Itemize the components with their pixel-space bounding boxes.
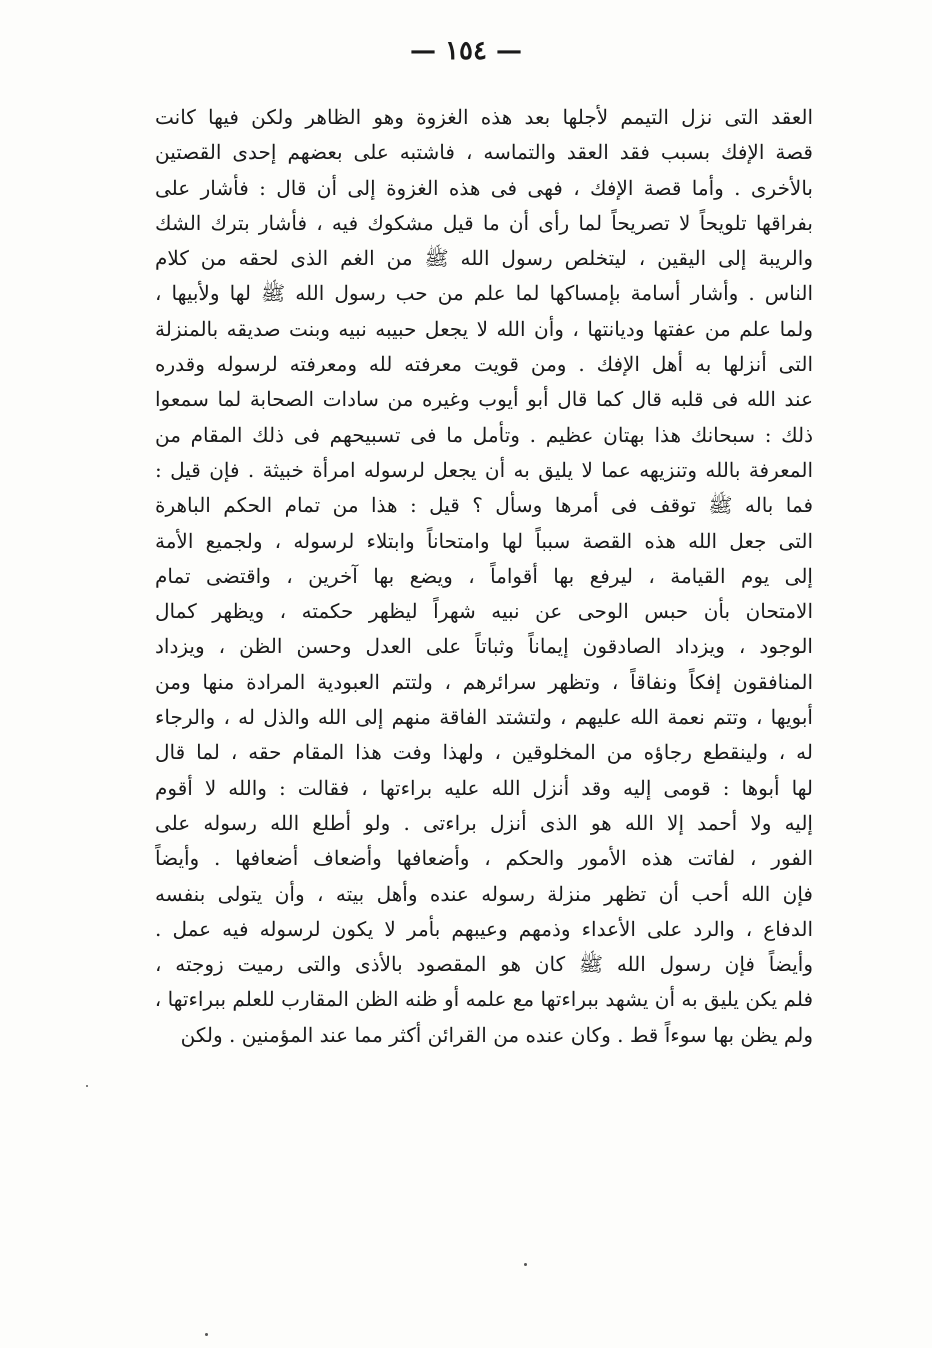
- text-line: الفور ، لفاتت هذه الأمور والحكم ، وأضعافها وأضعاف أضعافها . وأيضاً: [155, 846, 813, 871]
- text-line: المعرفة بالله وتنزيهه عما لا يليق به أن يجعل لرسوله امرأة خبيثة . فإن قيل :: [155, 457, 813, 482]
- text-line: قصة الإفك بسبب فقد العقد والتماسه ، فاشتبه على بعضهم إحدى القصتين: [155, 140, 813, 165]
- text-line: وأيضاً فإن رسول الله ﷺ كان هو المقصود بالأذى والتى رميت زوجته ،: [155, 952, 813, 977]
- text-line: ذلك : سبحانك هذا بهتان عظيم . وتأمل ما فى تسبيحهم فى ذلك المقام من: [155, 422, 813, 447]
- text-line: له ، ولينقطع رجاؤه من المخلوقين ، ولهذا وفت هذا المقام حقه ، لما قال: [155, 740, 813, 765]
- text-line: بفراقها تلويحاً لا تصريحاً لما رأى أن ما قيل مشكوك فيه ، فأشار بترك الشك: [155, 210, 813, 235]
- text-line: لها أبوها : قومى إليه وقد أنزل الله عليه براءتها ، فقالت : والله لا أقوم: [155, 775, 813, 800]
- text-line: ولما علم من عفتها وديانتها ، وأن الله لا يجعل حبيبه نبيه وبنت صديقه بالمنزلة: [155, 316, 813, 341]
- text-line: العقد التى نزل التيمم لأجلها بعد هذه الغزوة وهو الظاهر ولكن فيها كانت: [155, 105, 813, 129]
- text-line: التى أنزلها به أهل الإفك . ومن قويت معرفته لله ومعرفته لرسوله وقدره: [155, 352, 813, 377]
- text-line: الدفاع ، والرد على الأعداء وذمهم وعيبهم بأمر لا يكون لرسوله فيه عمل .: [155, 916, 813, 941]
- text-line: المنافقون إفكاً ونفاقاً ، وتظهر سرائرهم ، ولتتم العبودية المرادة منها ومن: [155, 669, 813, 694]
- text-line: إلى يوم القيامة ، ليرفع بها أقواماً ، ويضع بها آخرين ، واقتضى تمام: [155, 563, 813, 588]
- text-line: الامتحان بأن حبس الوحى عن نبيه شهراً ليظهر حكمته ، ويظهر كمال: [155, 599, 813, 624]
- scan-speck: [86, 1085, 88, 1087]
- text-line: فلم يكن يليق به أن يشهد ببراءتها مع علمه أو ظنه الظن المقارب للعلم ببراءتها ،: [155, 987, 813, 1012]
- page-number: — ١٥٤ —: [409, 36, 523, 66]
- text-line: عند الله فى قلبه قال كما قال أبو أيوب وغيره من سادات الصحابة لما سمعوا: [155, 387, 813, 412]
- text-line: بالأخرى . وأما قصة الإفك ، فهى فى هذه الغزوة إلى أن قال : فأشار على: [155, 175, 813, 200]
- text-line: فما باله ﷺ توقف فى أمرها وسأل ؟ قيل : هذا من تمام الحكم الباهرة: [155, 493, 813, 518]
- scan-speck: [524, 1263, 527, 1266]
- scan-speck: [205, 1333, 208, 1336]
- text-line: والريبة إلى اليقين ، ليتخلص رسول الله ﷺ من الغم الذى لحقه من كلام: [155, 246, 813, 271]
- text-line: الوجود ، ويزداد الصادقون إيماناً وثباتاً على العدل وحسن الظن ، ويزداد: [155, 634, 813, 659]
- text-line: التى جعل الله هذه القصة سبباً لها وامتحاناً وابتلاء لرسوله ، ولجميع الأمة: [155, 528, 813, 553]
- text-line: فإن الله أحب أن تظهر منزلة رسوله عنده وأهل بيته ، وأن يتولى بنفسه: [155, 881, 813, 906]
- text-line: الناس . وأشار أسامة بإمساكها لما علم من حب رسول الله ﷺ لها ولأبيها ،: [155, 281, 813, 306]
- body-text: [155, 100, 813, 1053]
- text-line: إليه ولا أحمد إلا الله هو الذى أنزل براءتى . ولو أطلع الله رسوله على: [155, 810, 813, 835]
- text-line: ولم يظن بها سوءاً قط . وكان عنده من القرائن أكثر مما عند المؤمنين . ولكن: [180, 1022, 813, 1047]
- text-line: أبويها ، وتتم نعمة الله عليهم ، ولتشتد الفاقة منهم إلى الله والذل له ، والرجاء: [155, 705, 813, 730]
